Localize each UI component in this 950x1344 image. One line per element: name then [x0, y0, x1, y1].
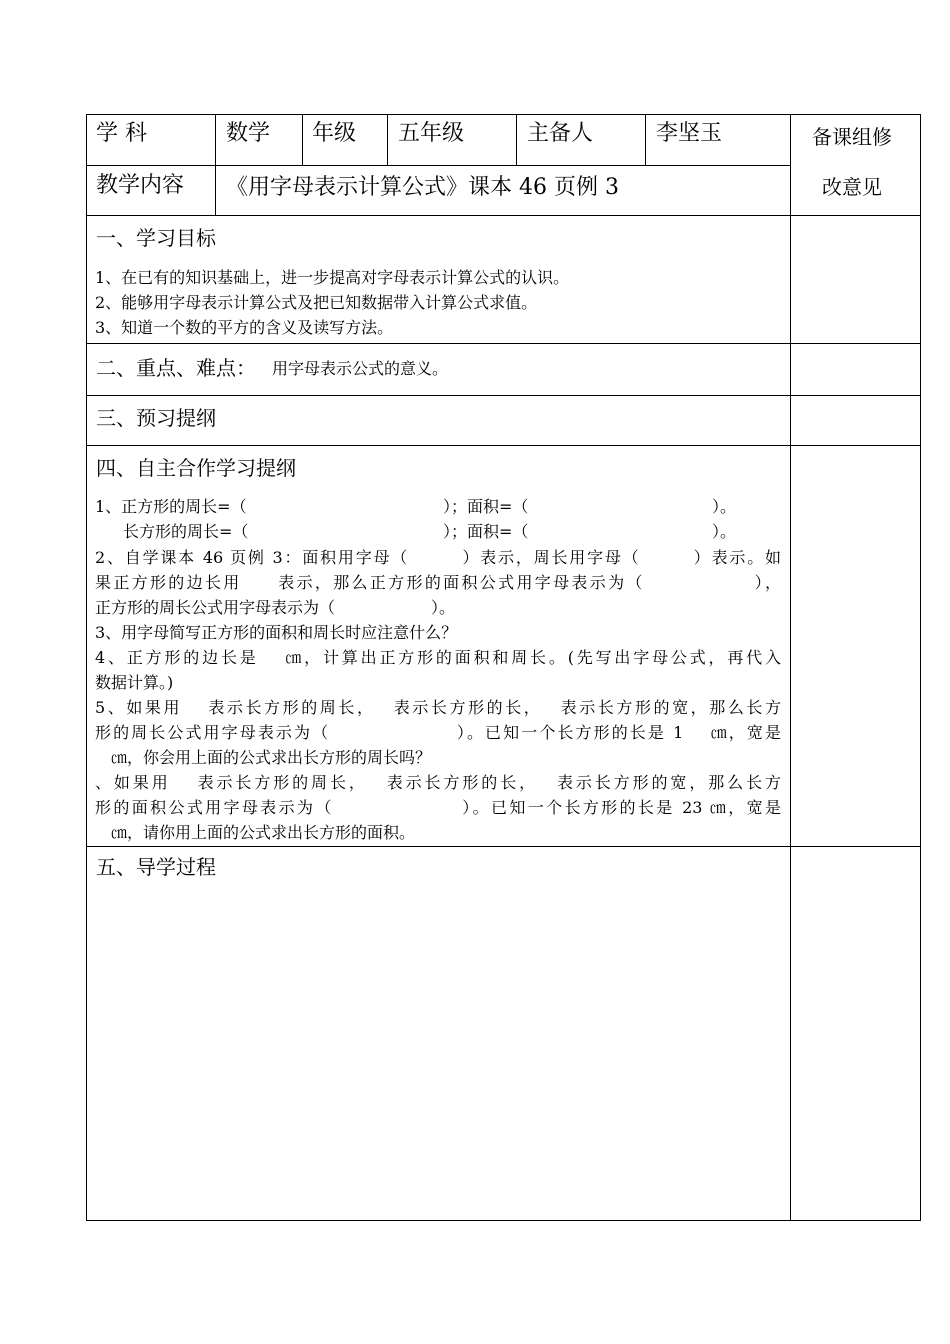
objective-item: 1、在已有的知识基础上，进一步提高对字母表示计算公式的认识。: [95, 268, 570, 287]
q1-square-area: ）；面积=（: [443, 497, 529, 516]
question-line: 、如果用 表示长方形的周长， 表示长方形的长， 表示长方形的宽，那么长方: [95, 773, 781, 792]
section-preview-title: 三、预习提纲: [96, 406, 216, 430]
grade-label: 年级: [312, 121, 357, 146]
q1-rect-end: ）。: [712, 522, 737, 541]
subject-label: 学 科: [96, 121, 147, 146]
content-value: 《用字母表示计算公式》课本 46 页例 3: [226, 175, 619, 200]
remarks-header-line2: 改意见: [822, 175, 882, 199]
table-border: [86, 114, 87, 1221]
table-border: [920, 114, 921, 1221]
grade-value: 五年级: [398, 121, 465, 146]
question-line: 5、如果用 表示长方形的周长， 表示长方形的长， 表示长方形的宽，那么长方: [95, 698, 781, 717]
table-border: [790, 114, 791, 1221]
objectives-list: [95, 265, 569, 340]
question-line: 数据计算。): [95, 673, 174, 692]
question-line: 形的面积公式用字母表示为（ ）。已知一个长方形的长是 23 ㎝，宽是: [95, 798, 781, 817]
question-line: ㎝，你会用上面的公式求出长方形的周长吗？: [95, 748, 432, 767]
q1-rect-perimeter: 长方形的周长=（: [123, 522, 249, 541]
objective-item: 2、能够用字母表示计算公式及把已知数据带入计算公式求值。: [95, 293, 538, 312]
study-questions: [95, 545, 781, 845]
question-line: 4、正方形的边长是 ㎝，计算出正方形的面积和周长。(先写出字母公式，再代入: [95, 648, 781, 667]
table-border: [86, 1220, 921, 1221]
table-border: [86, 215, 921, 216]
keypoints-text: 用字母表示公式的意义。: [272, 359, 449, 378]
table-border: [302, 114, 303, 166]
question-line: 3、用字母简写正方形的面积和周长时应注意什么？: [95, 623, 458, 642]
table-border: [516, 114, 517, 166]
table-border: [86, 114, 921, 115]
subject-value: 数学: [226, 121, 271, 146]
table-border: [387, 114, 388, 166]
table-border: [645, 114, 646, 166]
q1-rect-area: ）；面积=（: [443, 522, 529, 541]
table-border: [215, 114, 216, 216]
content-label: 教学内容: [96, 173, 185, 198]
section-self-study-title: 四、自主合作学习提纲: [96, 456, 296, 480]
lead-teacher-value: 李坚玉: [656, 121, 723, 146]
question-line: 2、自学课本 46 页例 3：面积用字母（ ）表示，周长用字母（ ）表示。如: [95, 548, 781, 567]
question-line: 形的周长公式用字母表示为（ ）。已知一个长方形的长是 1 ㎝，宽是: [95, 723, 781, 742]
guided-process-area[interactable]: [88, 885, 788, 1218]
lead-teacher-label: 主备人: [527, 121, 594, 146]
section-objectives-title: 一、学习目标: [96, 226, 216, 250]
question-line: ㎝，请你用上面的公式求出长方形的面积。: [95, 823, 416, 842]
table-border: [86, 165, 790, 166]
q1-square-end: ）。: [712, 497, 737, 516]
section-keypoints-title: 二、重点、难点：: [96, 356, 256, 380]
remarks-column-area[interactable]: [792, 217, 919, 1219]
question-line: 果正方形的边长用 表示，那么正方形的面积公式用字母表示为（ ），: [95, 573, 781, 592]
question-line: 正方形的周长公式用字母表示为（ ）。: [95, 598, 456, 617]
remarks-header-line1: 备课组修: [812, 125, 892, 149]
section-guided-process-title: 五、导学过程: [96, 855, 216, 879]
objective-item: 3、知道一个数的平方的含义及读写方法。: [95, 318, 394, 337]
q1-square-perimeter: 1、正方形的周长=（: [95, 497, 247, 516]
